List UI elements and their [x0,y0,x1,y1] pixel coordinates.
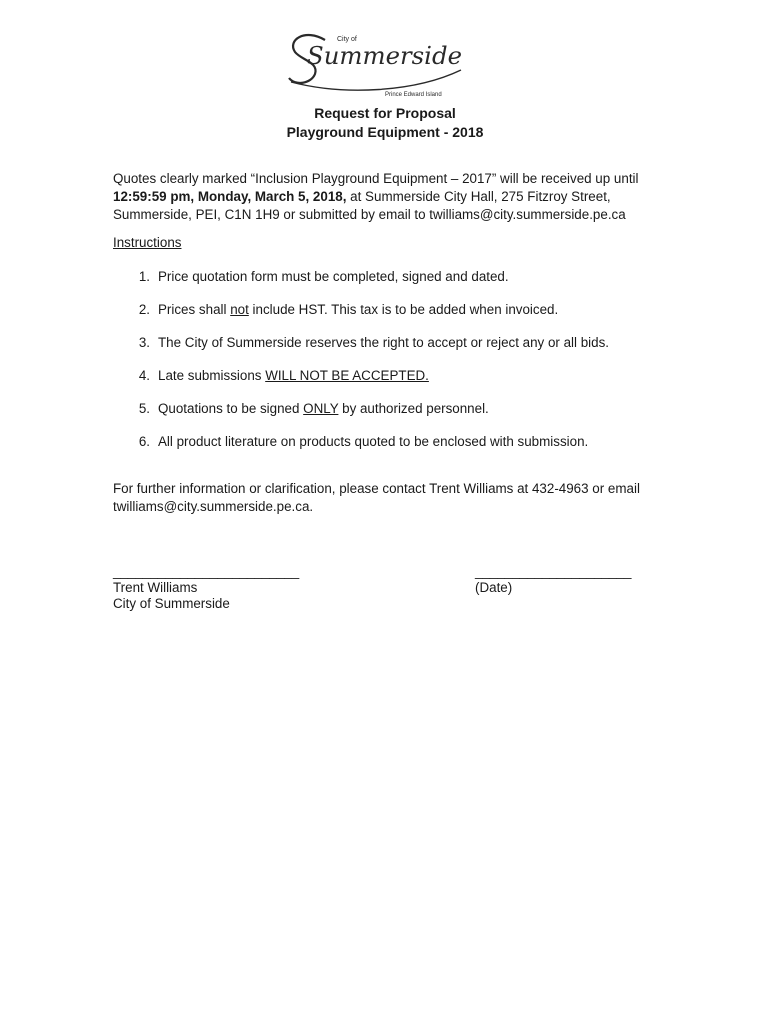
list-item-number: 4. [138,368,150,383]
intro-paragraph [113,170,693,224]
list-item [113,400,693,433]
list-item-text: Late submissions [158,368,266,383]
instructions-list [113,268,693,466]
list-item-number: 2. [138,302,150,317]
title-line-1: Request for Proposal [314,105,456,121]
list-item [113,367,693,400]
list-item-text: Price quotation form must be completed, signed and dated. [158,269,509,284]
title-line-2: Playground Equipment - 2018 [286,124,484,140]
intro-deadline: 12:59:59 pm, Monday, March 5, 2018, [113,189,347,204]
list-item [113,334,693,367]
list-item-number: 3. [138,335,150,350]
list-item [113,433,693,466]
list-item-text-end: include HST. This tax is to be added when invoiced. [248,302,559,317]
list-item-text-end: by authorized personnel. [338,401,489,416]
list-item-emphasis: WILL NOT BE ACCEPTED. [265,368,429,383]
document-title [0,104,770,142]
signatory-name: Trent Williams [113,580,198,595]
list-item-text: Prices shall [158,302,231,317]
list-item-number: 1. [138,269,150,284]
signature-line: _________________________ [113,564,300,579]
logo-name: Summerside [307,42,462,70]
logo-graphic [285,26,470,100]
list-item-text: Quotations to be signed [158,401,304,416]
list-item [113,268,693,301]
signatory-organization: City of Summerside [113,596,230,611]
city-of-summerside-logo [285,26,470,100]
list-item-number: 5. [138,401,150,416]
list-item [113,301,693,334]
intro-text-2: at Summerside City Hall, 275 Fitzroy Street, Summerside, PEI, C1N 1H9 or submitted by email to twilliams@city.summerside.pe.ca [113,189,626,222]
list-item-emphasis: ONLY [303,401,339,416]
contact-paragraph: For further information or clarification, please contact Trent Williams at 432-4963 or email twilliams@city.summerside.pe.ca. [113,481,640,514]
logo-tagline: Prince Edward Island [385,92,442,98]
date-block [475,564,631,596]
list-item-text: The City of Summerside reserves the right to accept or reject any or all bids. [158,335,610,350]
date-line: _____________________ [475,564,632,579]
instructions-heading: Instructions [113,235,182,250]
list-item-emphasis: not [230,302,249,317]
date-label: (Date) [475,580,513,595]
logo-city-of: City of [337,36,357,43]
signature-block [113,564,299,612]
intro-text-1: Quotes clearly marked “Inclusion Playground Equipment – 2017” will be received up until [113,171,639,186]
list-item-number: 6. [138,434,150,449]
list-item-text: All product literature on products quoted to be enclosed with submission. [158,434,589,449]
